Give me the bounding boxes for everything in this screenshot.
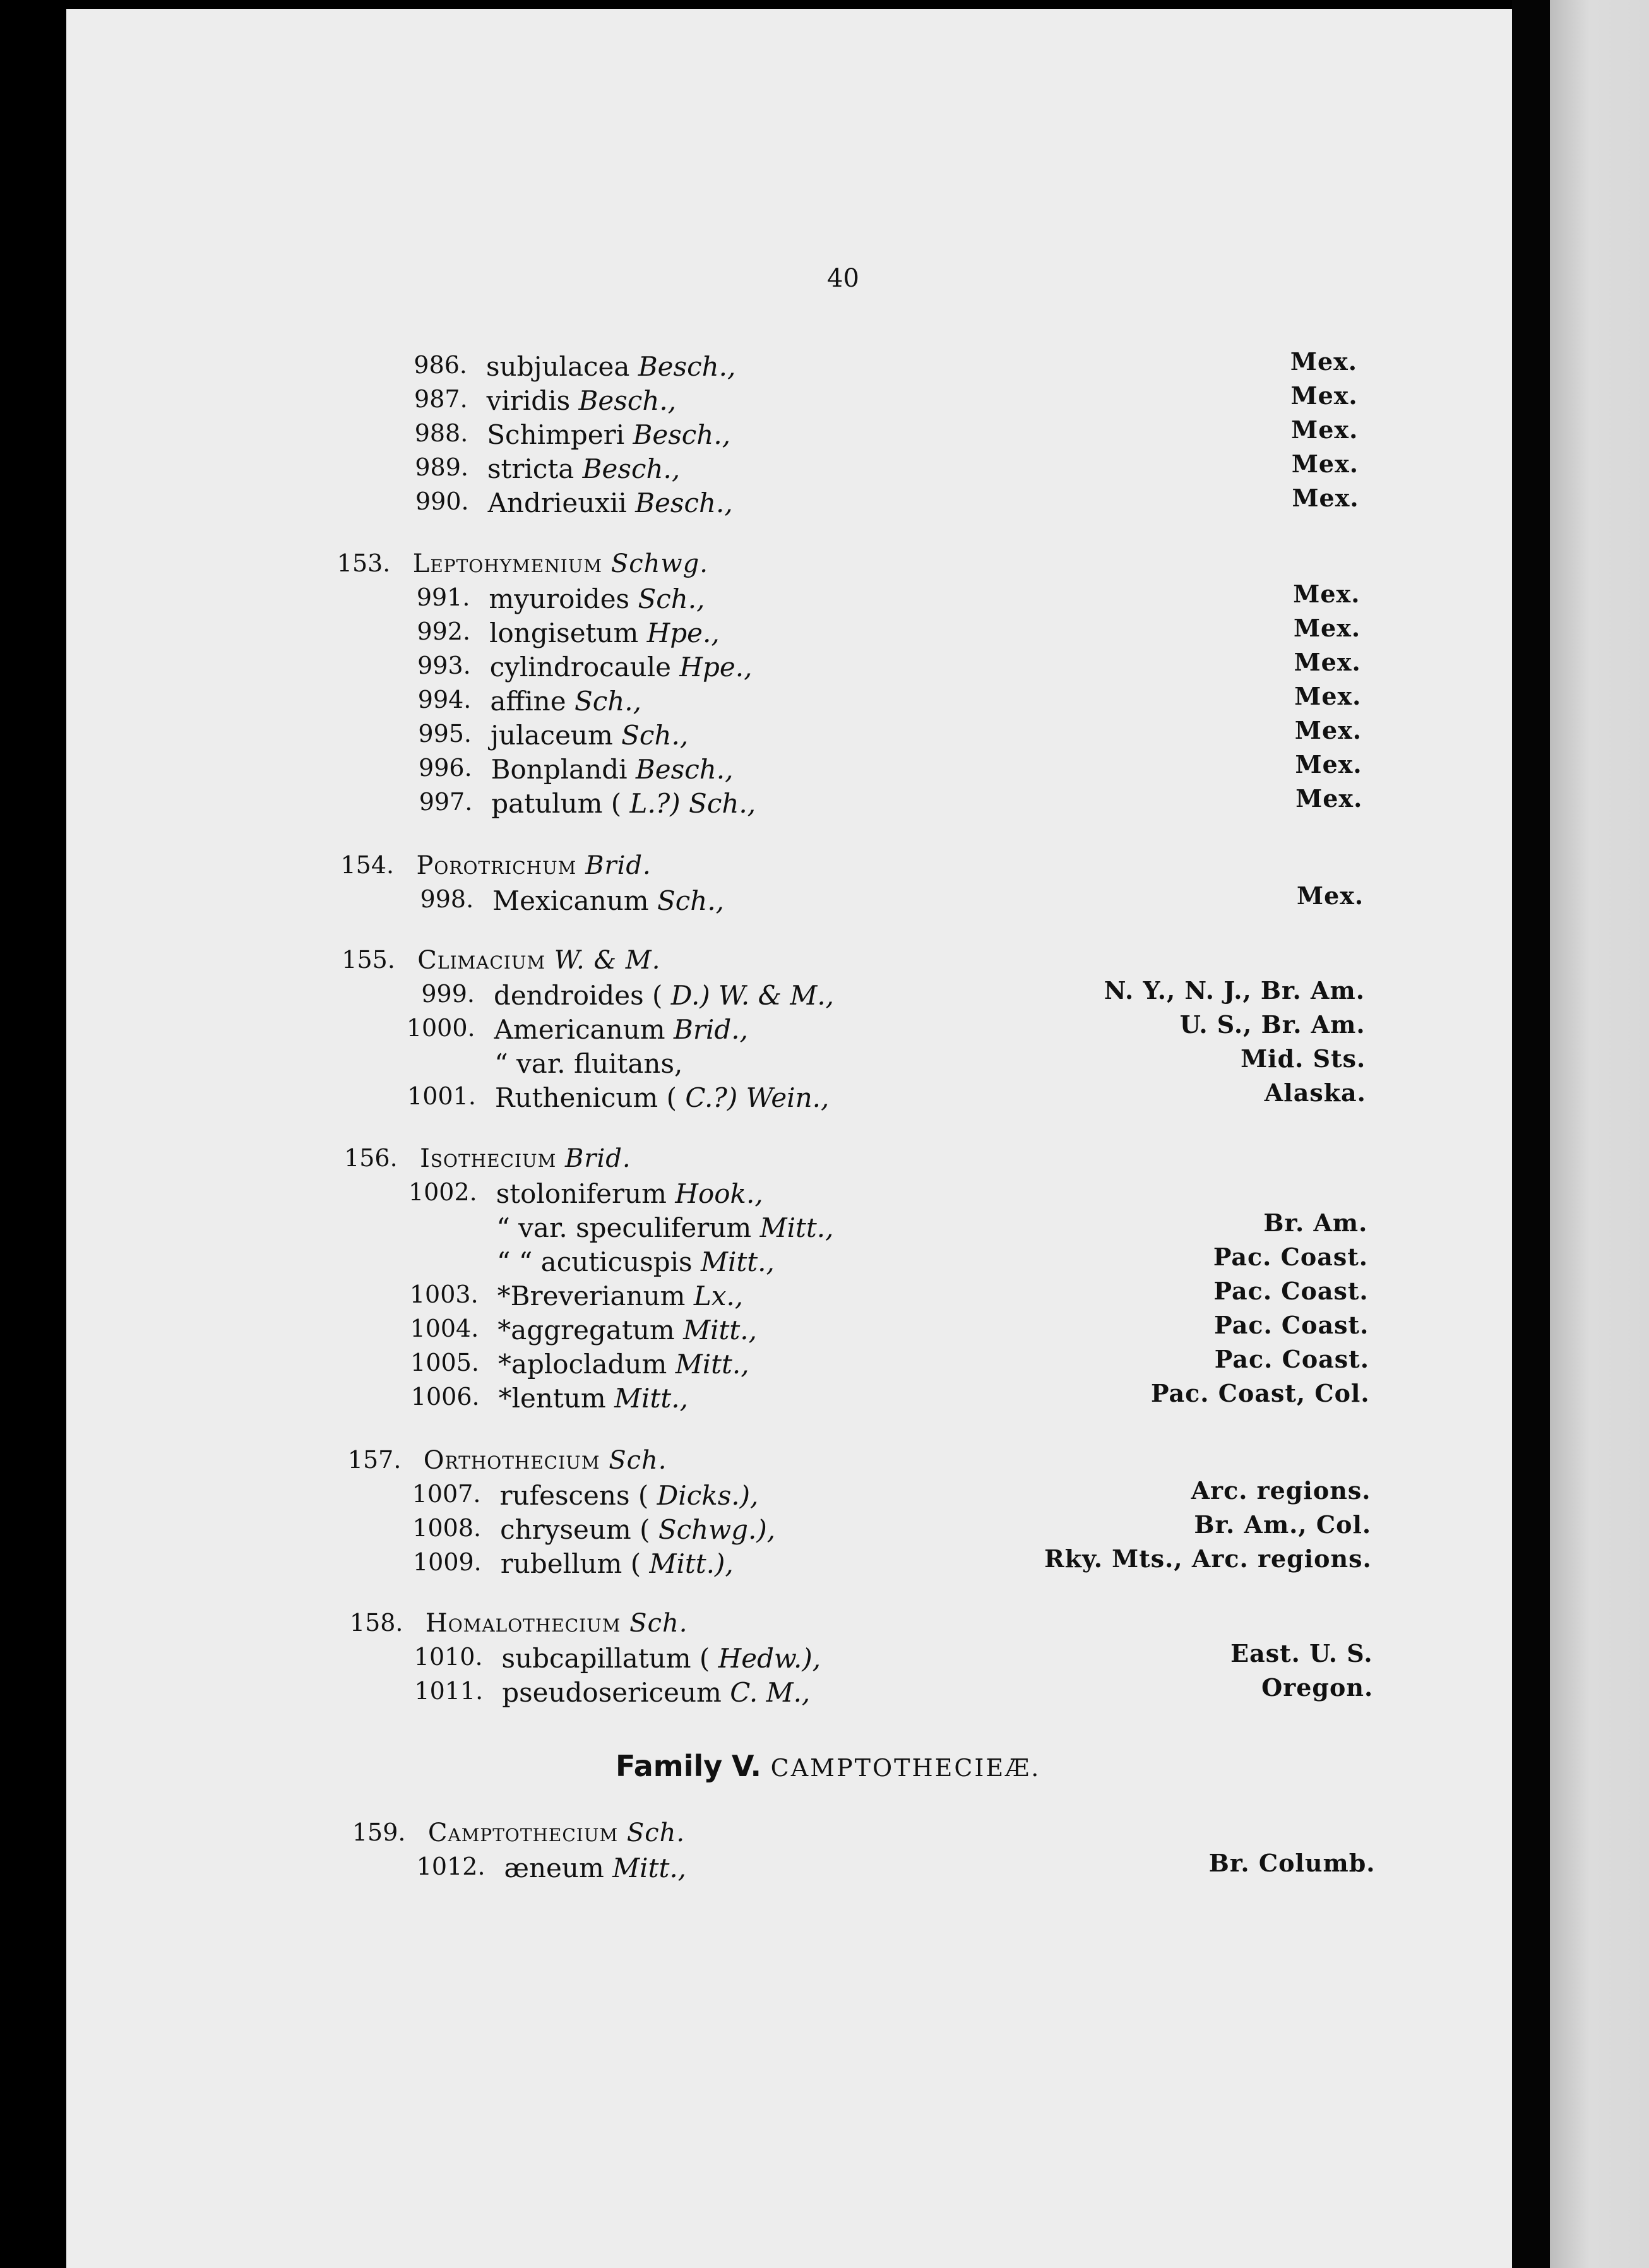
species-author: Besch.,	[635, 754, 734, 785]
species-row	[0, 881, 1649, 921]
species-row	[0, 347, 1649, 386]
genus-name: Climacium W. & M.	[417, 946, 661, 975]
species-author: Mitt.),	[649, 1548, 734, 1579]
species-number: 987.	[414, 385, 468, 413]
species-number: 1007.	[412, 1480, 481, 1508]
species-row	[0, 1379, 1649, 1418]
species-row	[0, 1639, 1649, 1678]
species-row	[0, 1178, 1649, 1214]
genus-author: W. & M.	[554, 946, 661, 975]
species-author: Hpe.,	[646, 618, 720, 648]
species-number: 1000.	[406, 1014, 475, 1042]
species-name: *lentum Mitt.,	[498, 1383, 688, 1414]
species-name: “ “ acuticuspis Mitt.,	[497, 1246, 775, 1277]
distribution: Pac. Coast.	[1214, 1345, 1369, 1373]
distribution: Pac. Coast, Col.	[1150, 1379, 1370, 1407]
species-row	[0, 716, 1649, 755]
distribution: Br. Am., Col.	[1194, 1510, 1372, 1539]
species-name: subcapillatum ( Hedw.),	[501, 1643, 821, 1674]
species-number: 994.	[417, 686, 472, 713]
species-row	[0, 750, 1649, 789]
species-number: 1008.	[412, 1514, 482, 1542]
species-number: 1002.	[408, 1178, 477, 1206]
genus-number: 158.	[349, 1609, 403, 1637]
distribution: N. Y., N. J., Br. Am.	[1104, 976, 1365, 1005]
species-author: Besch.,	[635, 487, 733, 518]
species-row	[0, 1510, 1649, 1549]
species-number: 993.	[417, 652, 471, 679]
species-number: 1009.	[412, 1548, 482, 1576]
genus-heading	[0, 1609, 1649, 1644]
species-name: dendroides ( D.) W. & M.,	[493, 980, 835, 1011]
species-author: Mitt.,	[700, 1246, 775, 1277]
species-name: Americanum Brid.,	[494, 1014, 748, 1045]
distribution: Arc. regions.	[1191, 1476, 1371, 1505]
distribution: Mex.	[1294, 648, 1361, 676]
species-number: 1003.	[409, 1280, 479, 1308]
species-author: Schwg.),	[658, 1514, 776, 1545]
species-number: 996.	[419, 754, 472, 782]
species-name: subjulacea Besch.,	[486, 351, 736, 382]
genus-number: 154.	[340, 851, 395, 879]
distribution: Mex.	[1295, 750, 1362, 779]
species-name: affine Sch.,	[490, 686, 641, 717]
distribution: Mex.	[1294, 682, 1362, 710]
species-number: 1001.	[407, 1082, 476, 1110]
species-row	[0, 1044, 1649, 1083]
species-name: cylindrocaule Hpe.,	[489, 652, 753, 683]
distribution: Pac. Coast.	[1214, 1311, 1369, 1339]
distribution: Mex.	[1292, 484, 1359, 512]
genus-number: 159.	[352, 1818, 406, 1846]
species-name: “ var. speculiferum Mitt.,	[496, 1212, 834, 1243]
species-name: “ var. fluitans,	[494, 1048, 683, 1079]
genus-heading	[0, 1446, 1649, 1481]
species-author: Sch.,	[574, 686, 641, 717]
species-number: 998.	[420, 885, 474, 913]
species-name: Bonplandi Besch.,	[491, 754, 734, 785]
species-name: *aggregatum Mitt.,	[497, 1315, 757, 1346]
genus-heading	[0, 851, 1649, 886]
species-row	[0, 1010, 1649, 1049]
distribution: Rky. Mts., Arc. regions.	[1044, 1544, 1372, 1573]
species-number: 1011.	[414, 1677, 484, 1705]
genus-name: Orthothecium Sch.	[423, 1446, 667, 1475]
page-gutter	[1512, 0, 1550, 2268]
distribution: Alaska.	[1264, 1078, 1366, 1107]
genus-number: 157.	[347, 1446, 402, 1474]
species-author: Besch.,	[578, 385, 677, 416]
species-name: longisetum Hpe.,	[489, 618, 720, 648]
genus-author: Sch.	[609, 1446, 667, 1475]
species-number: 990.	[415, 487, 469, 515]
genus-name: Camptothecium Sch.	[427, 1818, 686, 1847]
species-number: 991.	[416, 583, 470, 611]
genus-heading	[0, 946, 1649, 981]
species-name: rufescens ( Dicks.),	[499, 1480, 759, 1511]
species-author: Sch.,	[638, 583, 705, 614]
species-name: Mexicanum Sch.,	[492, 885, 725, 916]
species-row	[0, 1078, 1649, 1118]
species-name: *aplocladum Mitt.,	[497, 1349, 749, 1380]
distribution: Br. Am.	[1263, 1209, 1368, 1237]
distribution: Mex.	[1293, 614, 1361, 642]
species-name: stricta Besch.,	[487, 453, 681, 484]
species-row	[0, 1849, 1649, 1888]
species-row	[0, 1277, 1649, 1316]
genus-number: 156.	[344, 1144, 398, 1172]
genus-heading	[0, 549, 1649, 585]
species-row	[0, 381, 1649, 421]
species-row	[0, 614, 1649, 653]
species-name: stoloniferum Hook.,	[496, 1178, 763, 1209]
species-name: patulum ( L.?) Sch.,	[491, 788, 756, 819]
distribution: Mex.	[1293, 580, 1360, 608]
species-author: Mitt.,	[683, 1315, 757, 1346]
distribution: Mex.	[1295, 784, 1363, 813]
species-row	[0, 1673, 1649, 1712]
genus-name: Leptohymenium Schwg.	[412, 549, 708, 578]
species-number: 999.	[421, 980, 475, 1008]
family-heading	[616, 1749, 1040, 1783]
distribution: Mex.	[1294, 716, 1362, 744]
genus-heading	[0, 1144, 1649, 1179]
species-number: 1006.	[410, 1383, 480, 1411]
species-author: Lx.,	[693, 1280, 744, 1311]
distribution: Mex.	[1290, 347, 1357, 376]
species-row	[0, 682, 1649, 721]
genus-author: Schwg.	[610, 549, 708, 578]
species-name: æneum Mitt.,	[504, 1853, 687, 1883]
distribution: Oregon.	[1261, 1673, 1374, 1702]
species-author: Besch.,	[633, 419, 731, 450]
genus-heading	[0, 1818, 1649, 1854]
species-row	[0, 1311, 1649, 1350]
species-row	[0, 1544, 1649, 1584]
species-row	[0, 1476, 1649, 1515]
species-number: 986.	[414, 351, 467, 379]
family-numeral: V.	[731, 1749, 762, 1783]
species-name: Andrieuxii Besch.,	[487, 487, 733, 518]
species-author: Hedw.),	[718, 1643, 821, 1674]
species-row	[0, 976, 1649, 1015]
species-name: pseudosericeum C. M.,	[502, 1677, 811, 1708]
distribution: Mex.	[1290, 381, 1358, 410]
genus-author: Brid.	[585, 851, 652, 880]
species-name: *Breverianum Lx.,	[497, 1280, 744, 1311]
distribution: Pac. Coast.	[1213, 1277, 1369, 1305]
genus-author: Brid.	[565, 1144, 631, 1173]
species-number: 997.	[419, 788, 473, 816]
species-name: julaceum Sch.,	[491, 720, 689, 751]
species-author: Mitt.,	[675, 1349, 749, 1380]
genus-number: 155.	[342, 946, 395, 974]
distribution: Mex.	[1291, 415, 1359, 444]
species-name: viridis Besch.,	[486, 385, 677, 416]
species-row	[0, 784, 1649, 823]
adjacent-page-edge	[1550, 0, 1649, 2268]
genus-name: Porotrichum Brid.	[416, 851, 652, 880]
species-name: rubellum ( Mitt.),	[500, 1548, 734, 1579]
distribution: Mex.	[1291, 450, 1359, 478]
species-author: Hpe.,	[679, 652, 753, 683]
species-author: Sch.,	[621, 720, 689, 751]
species-row	[0, 415, 1649, 455]
species-author: L.?) Sch.,	[629, 788, 756, 819]
species-name: chryseum ( Schwg.),	[500, 1514, 776, 1545]
species-author: Hook.,	[675, 1178, 763, 1209]
distribution: Mid. Sts.	[1241, 1044, 1366, 1073]
species-row	[0, 484, 1649, 523]
species-row	[0, 1209, 1649, 1248]
species-author: D.) W. & M.,	[670, 980, 835, 1011]
species-author: Mitt.,	[759, 1212, 834, 1243]
species-author: Sch.,	[657, 885, 725, 916]
species-author: C.?) Wein.,	[685, 1082, 830, 1113]
species-row	[0, 1345, 1649, 1384]
species-name: Ruthenicum ( C.?) Wein.,	[494, 1082, 830, 1113]
species-number: 1004.	[410, 1315, 479, 1342]
species-author: Dicks.),	[657, 1480, 759, 1511]
species-row	[0, 1243, 1649, 1282]
species-number: 992.	[417, 618, 471, 645]
species-number: 1010.	[414, 1643, 483, 1671]
species-row	[0, 450, 1649, 489]
distribution: U. S., Br. Am.	[1179, 1010, 1366, 1039]
page-number: 40	[827, 264, 859, 293]
species-number: 1012.	[416, 1853, 485, 1880]
genus-number: 153.	[336, 549, 391, 577]
distribution: Pac. Coast.	[1213, 1243, 1369, 1271]
distribution: Br. Columb.	[1208, 1849, 1376, 1877]
genus-author: Sch.	[626, 1818, 686, 1847]
species-row	[0, 648, 1649, 687]
species-number: 995.	[418, 720, 472, 748]
species-number: 989.	[415, 453, 468, 481]
distribution: Mex.	[1297, 881, 1364, 910]
genus-name: Homalothecium Sch.	[425, 1609, 688, 1638]
species-author: Mitt.,	[614, 1383, 688, 1414]
distribution: East. U. S.	[1230, 1639, 1373, 1668]
species-author: Besch.,	[582, 453, 681, 484]
family-word: Family	[616, 1749, 723, 1783]
species-name: myuroides Sch.,	[489, 583, 705, 614]
family-name: CAMPTOTHECIEÆ.	[770, 1754, 1041, 1782]
species-name: Schimperi Besch.,	[487, 419, 731, 450]
species-author: Mitt.,	[612, 1853, 687, 1883]
species-author: Besch.,	[638, 351, 736, 382]
species-number: 1005.	[410, 1349, 479, 1376]
species-number: 988.	[414, 419, 468, 447]
genus-name: Isothecium Brid.	[420, 1144, 631, 1173]
species-author: Brid.,	[673, 1014, 748, 1045]
species-author: C. M.,	[730, 1677, 811, 1708]
species-row	[0, 580, 1649, 619]
genus-author: Sch.	[629, 1609, 688, 1638]
